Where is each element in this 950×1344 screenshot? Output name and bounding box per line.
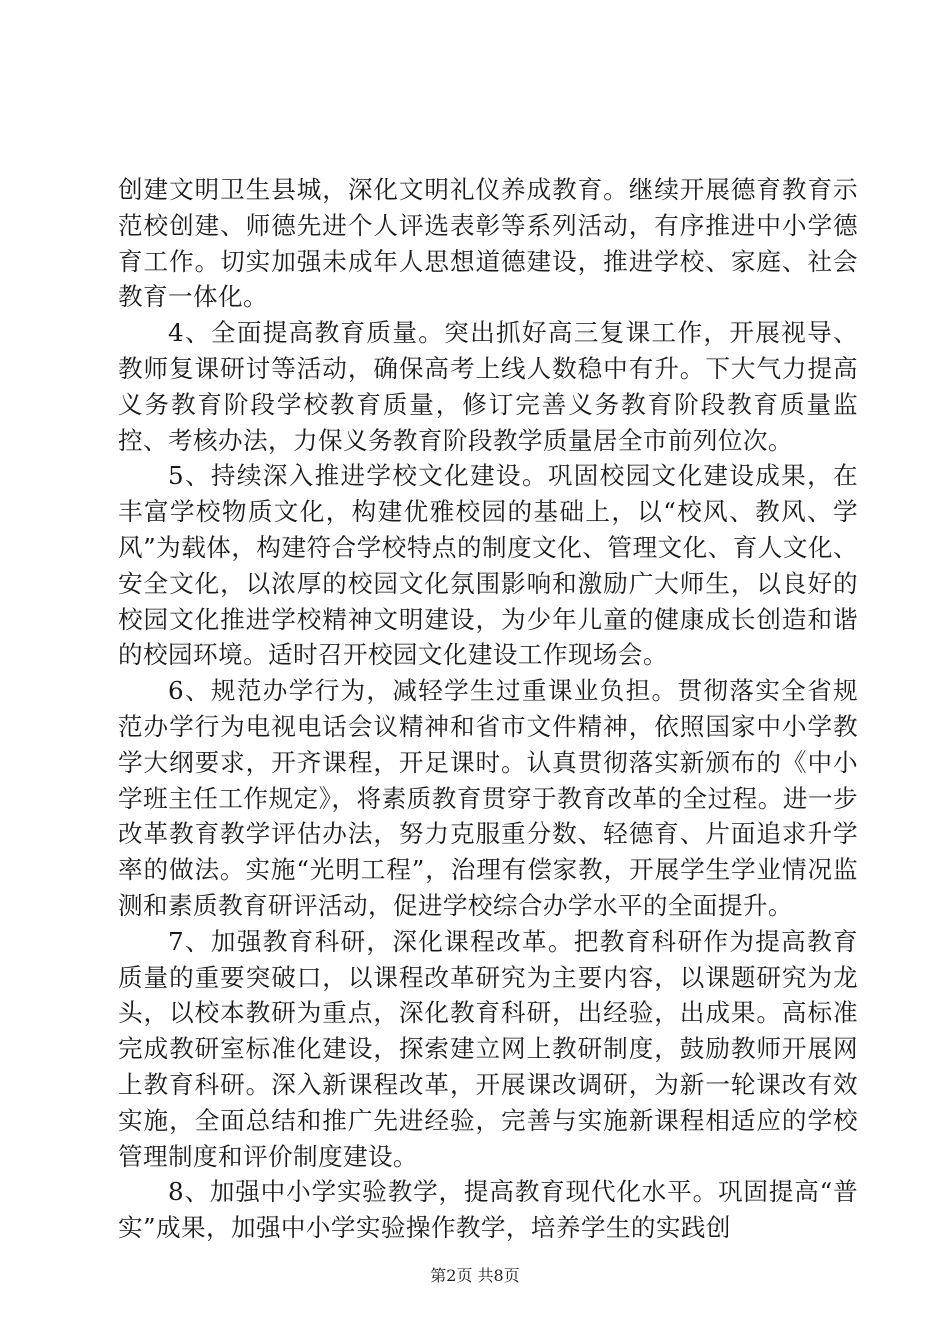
paragraph-item-6: 6、规范办学行为，减轻学生过重课业负担。贯彻落实全省规范办学行为电视电话会议精神和省市文件精神，依照国家中小学教学大纲要求，开齐课程，开足课时。认真贯彻落实新颁布的《中小学班主任工作规定》，将素质教育贯穿于教育改革的全过程。进一步改革教育教学评估办法，努力克服重分数、轻德育、片面追求升学率的做法。实施“光明工程”，治理有偿家教，开展学生学业情况监测和素质教育研评活动，促进学校综合办学水平的全面提升。 xyxy=(118,676,858,920)
paragraph-item-4: 4、全面提高教育质量。突出抓好高三复课工作，开展视导、教师复课研讨等活动，确保高考上线人数稳中有升。下大气力提高义务教育阶段学校教育质量，修订完善义务教育阶段教育质量监控、考核办法，力保义务教育阶段教学质量居全市前列位次。 xyxy=(118,318,858,455)
paragraph-item-5: 5、持续深入推进学校文化建设。巩固校园文化建设成果，在丰富学校物质文化，构建优雅校园的基础上，以“校风、教风、学风”为载体，构建符合学校特点的制度文化、管理文化、育人文化、安全文化，以浓厚的校园文化氛围影响和激励广大师生，以良好的校园文化推进学校精神文明建设，为少年儿童的健康成长创造和谐的校园环境。适时召开校园文化建设工作现场会。 xyxy=(118,461,858,670)
page-number-footer: 第2页 共8页 xyxy=(430,1266,520,1285)
paragraph-item-7: 7、加强教育科研，深化课程改革。把教育科研作为提高教育质量的重要突破口，以课程改革研究为主要内容，以课题研究为龙头，以校本教研为重点，深化教育科研，出经验，出成果。高标准完成教研室标准化建设，探索建立网上教研制度，鼓励教师开展网上教育科研。深入新课程改革，开展课改调研，为新一轮课改有效实施，全面总结和推广先进经验，完善与实施新课程相适应的学校管理制度和评价制度建设。 xyxy=(118,926,858,1171)
document-body xyxy=(118,172,858,1246)
paragraph-item-8: 8、加强中小学实验教学，提高教育现代化水平。巩固提高“普实”成果，加强中小学实验操作教学，培养学生的实践创 xyxy=(118,1177,858,1243)
paragraph-continuation: 创建文明卫生县城，深化文明礼仪养成教育。继续开展德育教育示范校创建、师德先进个人评选表彰等系列活动，有序推进中小学德育工作。切实加强未成年人思想道德建设，推进学校、家庭、社会教育一体化。 xyxy=(118,175,858,312)
